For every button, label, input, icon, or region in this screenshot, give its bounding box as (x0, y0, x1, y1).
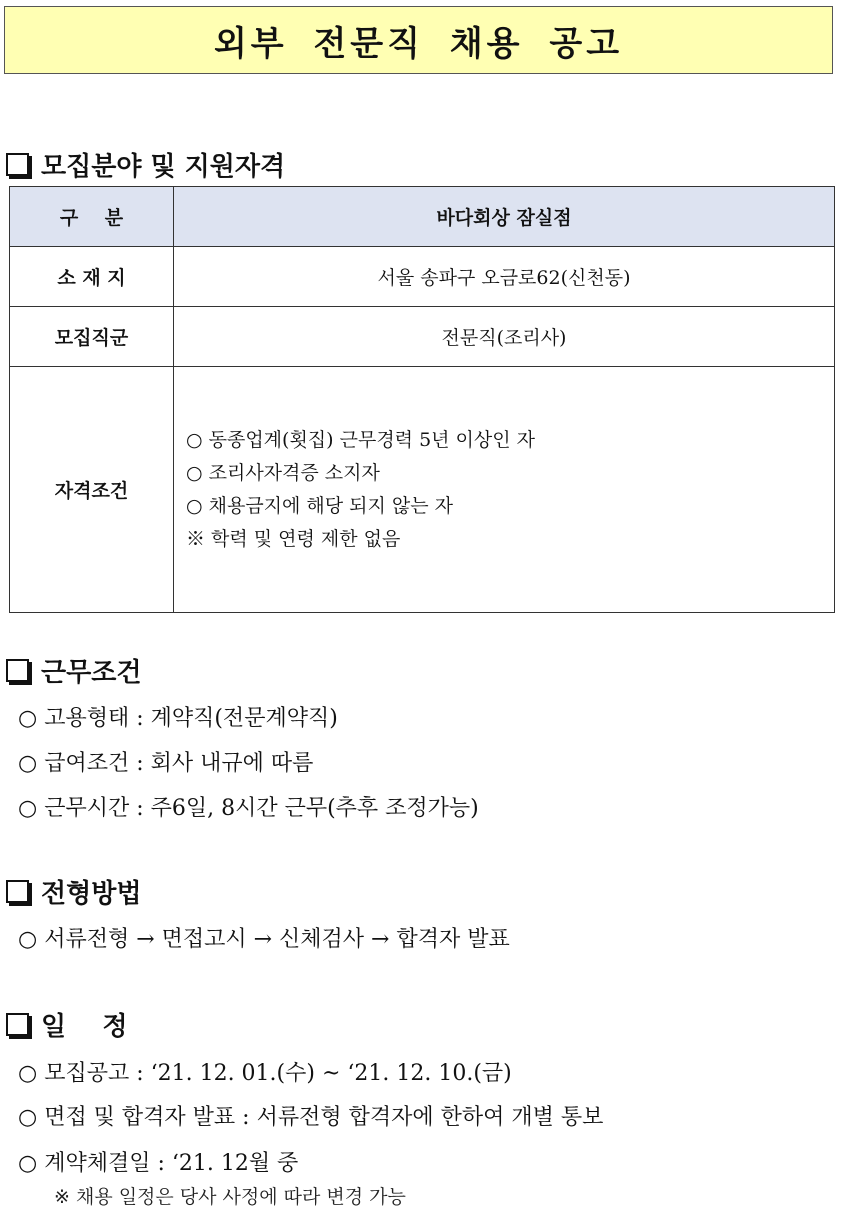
section-heading-recruitment (2, 146, 285, 183)
section-heading-schedule (2, 1006, 127, 1043)
table-row (10, 367, 835, 613)
table-header-cell: 구 분 (10, 187, 174, 247)
row-label: 자격조건 (10, 367, 174, 613)
row-value: 서울 송파구 오금로62(신천동) (174, 247, 835, 307)
table-row (10, 307, 835, 367)
section-heading-work (2, 652, 141, 689)
list-item: ○ 동종업계(횟집) 근무경력 5년 이상인 자 (186, 428, 536, 451)
table-header-row (10, 187, 835, 247)
list-item: ○ 모집공고 : ‘21. 12. 01.(수) ~ ‘21. 12. 10.(금) (18, 1061, 512, 1086)
list-item: ○ 고용형태 : 계약직(전문계약직) (18, 706, 338, 731)
list-item: ○ 근무시간 : 주6일, 8시간 근무(추후 조정가능) (18, 796, 479, 821)
square-bullet-icon (6, 880, 29, 903)
row-label: 소 재 지 (10, 247, 174, 307)
section-title: 전형방법 (41, 879, 142, 909)
list-item: ○ 조리사자격증 소지자 (186, 461, 380, 484)
list-item: ○ 서류전형 → 면접고시 → 신체검사 → 합격자 발표 (18, 927, 510, 952)
row-value: 전문직(조리사) (174, 307, 835, 367)
section-title: 모집분야 및 지원자격 (41, 152, 286, 182)
square-bullet-icon (6, 659, 29, 682)
section-heading-process (2, 873, 141, 910)
recruitment-table (9, 186, 835, 613)
list-item: ○ 급여조건 : 회사 내규에 따름 (18, 751, 314, 776)
qualification-cell (174, 367, 835, 613)
square-bullet-icon (6, 1013, 29, 1036)
section-title: 일 정 (41, 1012, 128, 1042)
list-item: ○ 계약체결일 : ‘21. 12월 중 (18, 1151, 299, 1176)
section-title: 근무조건 (41, 658, 142, 688)
schedule-note: ※ 채용 일정은 당사 사정에 따라 변경 가능 (54, 1186, 406, 1208)
page-title: 외부 전문직 채용 공고 (213, 23, 624, 64)
row-label: 모집직군 (10, 307, 174, 367)
table-header-cell: 바다회상 잠실점 (174, 187, 835, 247)
list-item: ○ 면접 및 합격자 발표 : 서류전형 합격자에 한하여 개별 통보 (18, 1105, 604, 1130)
list-item: ○ 채용금지에 해당 되지 않는 자 (186, 494, 454, 517)
list-item: ※ 학력 및 연령 제한 없음 (186, 527, 401, 550)
title-box (4, 6, 833, 74)
square-bullet-icon (6, 153, 29, 176)
qualification-list (174, 424, 834, 556)
table-row (10, 247, 835, 307)
